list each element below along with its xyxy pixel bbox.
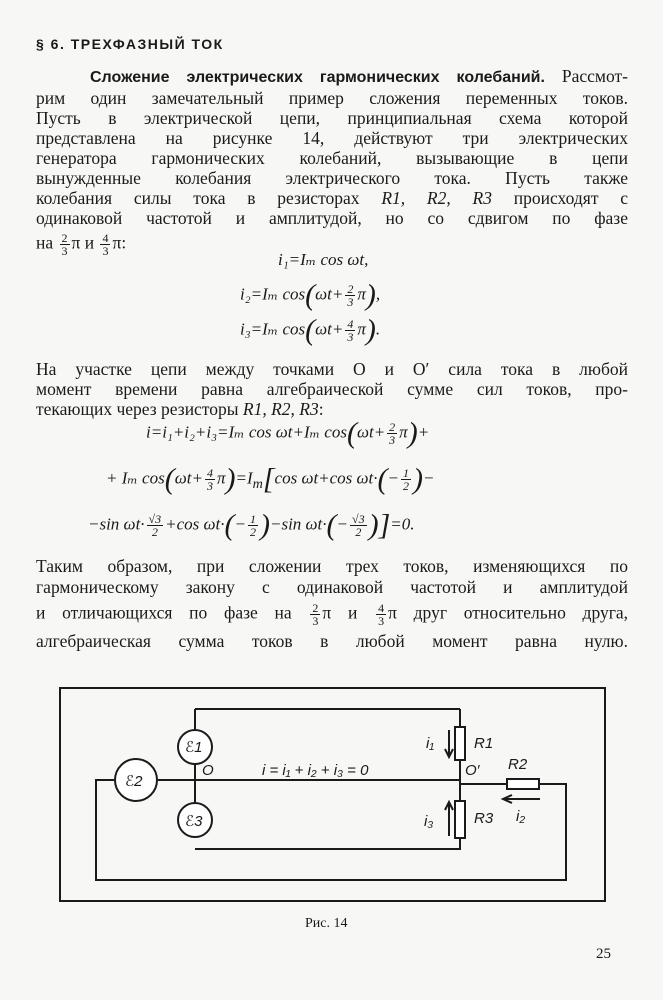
page-number: 25	[596, 946, 611, 962]
arrow-i2-icon	[503, 795, 540, 803]
fraction-4-3: $\frac{4}{3}$	[102, 231, 109, 258]
p3-line-1: Таким образом, при сложении трех токов, изменяющихся по	[36, 556, 628, 576]
label-e1: ℰ1	[185, 739, 203, 756]
p2-line-3: текающих через резисторы R1, R2, R3:	[36, 399, 324, 419]
label-i1: i₁	[426, 735, 435, 752]
sum-line-1: i=i₁+i₂+i₃=Iₘ cos ωt+Iₘ cos(ωt+ $\frac{2}{3}$ π)+	[146, 416, 430, 450]
resistor-r1-icon	[455, 727, 465, 760]
label-r2: R2	[508, 756, 528, 773]
p1-line-2: рим один замечательный пример сложения переменных токов.	[36, 88, 628, 108]
p1-line-8: одинаковой частотой и амплитудой, но со сдвигом по фазе	[36, 208, 628, 228]
p1-l7a: колебания силы тока в резисторах	[36, 188, 360, 208]
sum-line-3: −sin ωt· $\frac{√3}{2}$ +cos ωt·(− $\frac{1}{2}$ )−sin ωt·(− $\frac{√3}{2}$ )]=0.	[88, 508, 415, 542]
p2-line-1: На участке цепи между точками O и O′ сила тока в любой	[36, 359, 628, 379]
p1-line-6: вынужденные колебания электрического тока. Пусть также	[36, 168, 628, 188]
p1-l7c: происходят с	[513, 188, 629, 208]
fraction-2-3: $\frac{2}{3}$	[61, 231, 68, 258]
lead-heading: Сложение электрических гармонических колебаний.	[90, 69, 545, 86]
figure-caption: Рис. 14	[305, 916, 348, 931]
section-heading: § 6. ТРЕХФАЗНЫЙ ТОК	[36, 36, 224, 52]
label-node-o: O	[202, 762, 214, 779]
p3-line-2: гармоническому закону с одинаковой частотой и амплитудой	[36, 577, 628, 597]
arrow-i3-icon	[445, 802, 453, 836]
p1-and: и	[84, 232, 95, 253]
label-node-o-prime: O′	[465, 762, 480, 779]
equation-i1: i₁=Iₘ cos ωt,	[278, 250, 369, 269]
p1-line-1-rest: Рассмот-	[561, 66, 628, 86]
resistor-r2-icon	[507, 779, 539, 789]
circuit-wires	[96, 709, 566, 880]
pi-symbol: π	[71, 232, 81, 253]
equation-i3: i₃=Iₘ cos(ωt+ $\frac{4}{3}$ π).	[240, 313, 381, 347]
label-e2: ℰ2	[125, 773, 143, 790]
pi-symbol: π	[112, 232, 122, 253]
label-r1: R1	[474, 735, 494, 752]
label-current-sum: i = i₁ + i₂ + i₃ = 0	[262, 762, 369, 779]
label-e3: ℰ3	[185, 813, 203, 830]
label-r3: R3	[474, 810, 494, 827]
p1-colon: :	[121, 232, 127, 253]
p1-line-4: представлена на рисунке 14, действуют три электрических	[36, 128, 628, 148]
label-i2: i₂	[516, 808, 526, 825]
p1-resistors: R1, R2, R3	[381, 188, 492, 208]
arrow-i1-icon	[445, 730, 453, 757]
p1-na: на	[36, 232, 54, 253]
resistor-r3-icon	[455, 801, 465, 838]
p3-line-3: и отличающихся по фазе на $\frac{2}{3}$ π и $\frac{4}{3}$ π друг относительно друга,	[36, 601, 629, 628]
sum-line-2: + Iₘ cos(ωt+ $\frac{4}{3}$ $\pi)=I_m[\cos$ ωt+cos ωt·(− $\frac{1}{2}$ )−	[106, 462, 435, 496]
p3-line-4: алгебраическая сумма токов в любой момент равна нулю.	[36, 631, 628, 651]
label-i3: i₃	[424, 813, 434, 830]
p1-line-3: Пусть в электрической цепи, принципиальная схема которой	[36, 108, 628, 128]
equation-i2: i₂=Iₘ cos(ωt+ $\frac{2}{3}$ π),	[240, 278, 381, 312]
p2-line-2: момент времени равна алгебраической сумме сил токов, про-	[36, 379, 628, 399]
p1-line-5: генератора гармонических колебаний, вызывающие в цепи	[36, 148, 628, 168]
